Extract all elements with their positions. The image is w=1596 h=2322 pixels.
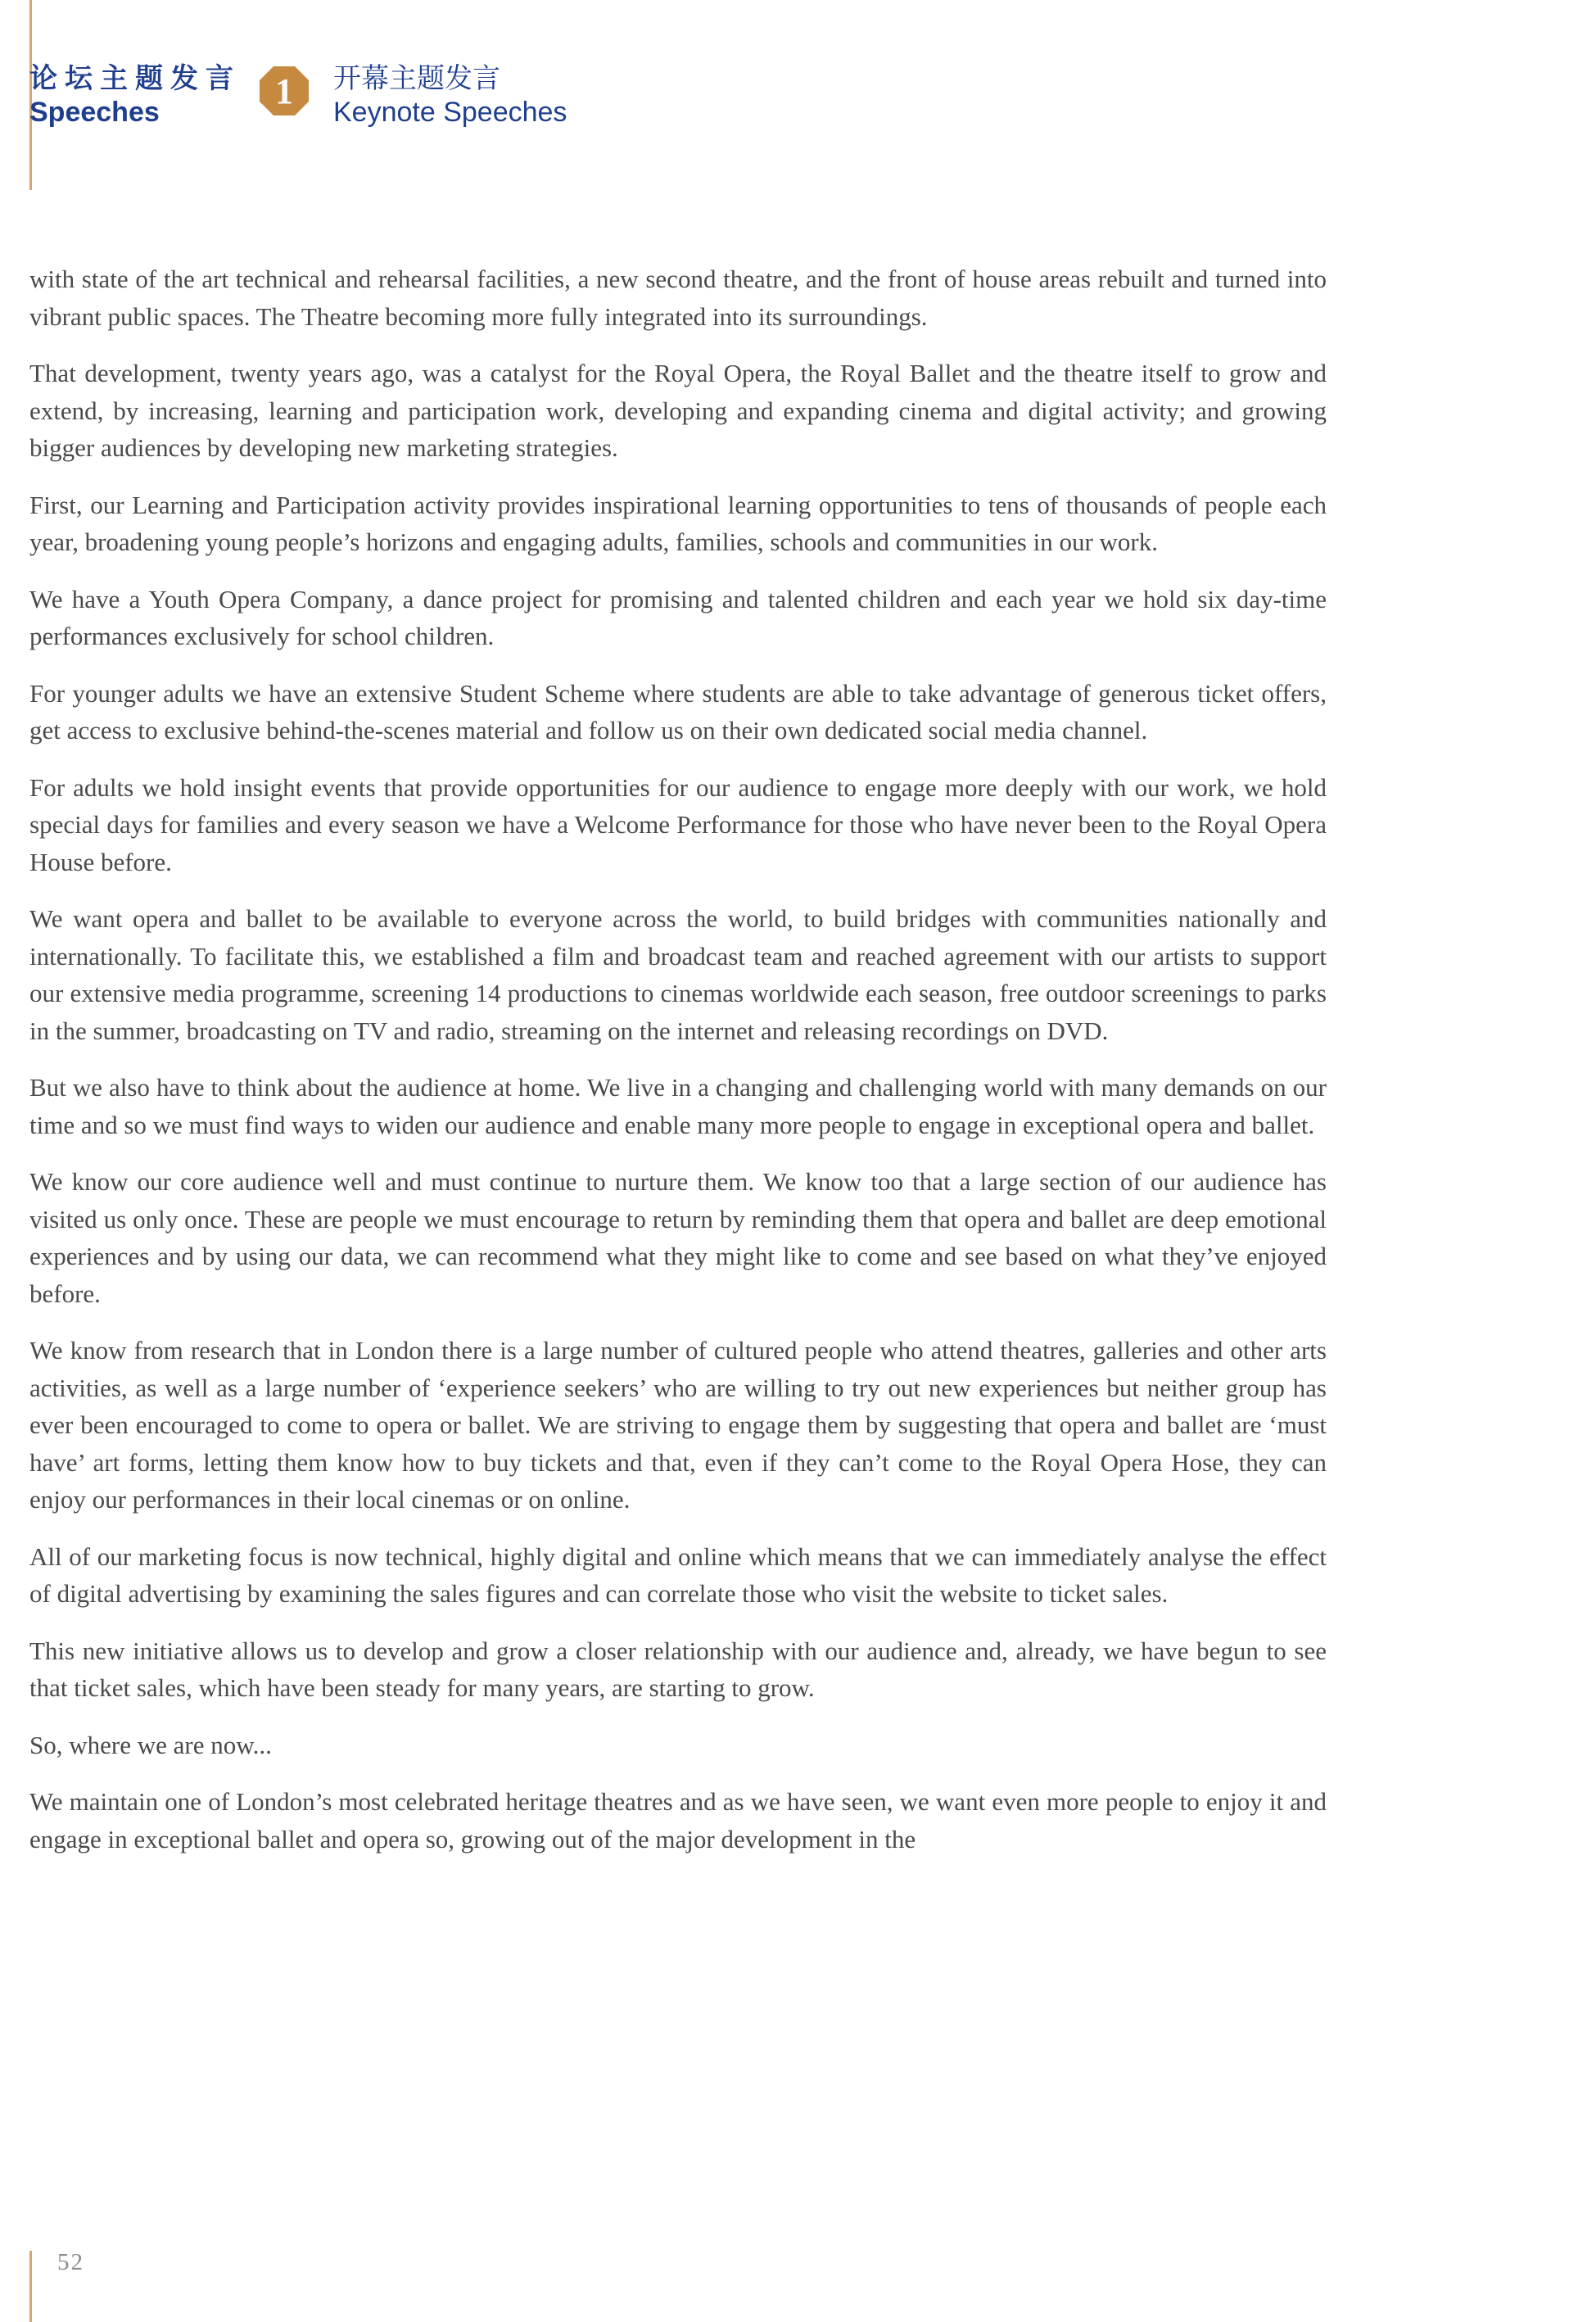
subsection-title-en: Keynote Speeches [333, 97, 567, 128]
subsection-heading [333, 61, 567, 128]
paragraph: We want opera and ballet to be available to everyone across the world, to build bridges with communities nationally and internationally. To facilitate this, we established a film and broadcast team and reached agreement with our artists to support our extensive media programme, screening 14 productions to cinemas worldwide each season, free outdoor screenings to parks in the summer, broadcasting on TV and radio, streaming on the internet and releasing recordings on DVD. [29, 904, 1327, 1045]
footer-accent-line [29, 2251, 32, 2322]
paragraph: with state of the art technical and rehearsal facilities, a new second theatre, and the front of house areas rebuilt and turned into vibrant public spaces. The Theatre becoming more fully integrated into its surroundings. [29, 265, 1327, 331]
paragraph: But we also have to think about the audience at home. We live in a changing and challenging world with many demands on our time and so we must find ways to widen our audience and enable many more people to engage in exceptional opera and ballet. [29, 1073, 1327, 1139]
octagon-badge-icon [258, 65, 310, 117]
page-number: 52 [57, 2249, 84, 2275]
subsection-title-cn: 开幕主题发言 [333, 62, 500, 95]
paragraph: All of our marketing focus is now technical, highly digital and online which means that we can immediately analyse the effect of digital advertising by examining the sales figures and can correlate those who visit the website to ticket sales. [29, 1541, 1327, 1608]
section-number-badge [258, 65, 310, 117]
section-title-cn: 论坛主题发言 [29, 62, 241, 95]
paragraph: We know our core audience well and must continue to nurture them. We know too that a large section of our audience has visited us only once. These are people we must encourage to return by reminding them that opera and ballet are deep emotional experiences and by using our data, we can recommend what they might like to come and see based on what they’ve enjoyed before. [29, 1167, 1327, 1308]
paragraph: For younger adults we have an extensive Student Scheme where students are able to take advantage of generous ticket offers, get access to exclusive behind-the-scenes material and follow us on their own dedicated social media channel. [29, 678, 1327, 745]
paragraph: We know from research that in London there is a large number of cultured people who attend theatres, galleries and other arts activities, as well as a large number of ‘experience seekers’ who are willing to try out new experiences but neither group has ever been encouraged to come to opera or ballet. We are striving to engage them by suggesting that opera and ballet are ‘must have’ art forms, letting them know how to buy tickets and that, even if they can’t come to the Royal Opera Hose, they can enjoy our performances in their local cinemas or on online. [29, 1336, 1327, 1514]
paragraph: So, where we are now... [29, 1730, 272, 1759]
badge-number: 1 [275, 71, 293, 111]
paragraph: We have a Youth Opera Company, a dance project for promising and talented children and each year we hold six day-time performances exclusively for school children. [29, 584, 1327, 650]
article-body [29, 260, 1327, 1877]
paragraph: For adults we hold insight events that provide opportunities for our audience to engage more deeply with our work, we hold special days for families and every season we have a Welcome Performance for those who have never been to the Royal Opera House before. [29, 772, 1327, 876]
section-title-en: Speeches [29, 97, 160, 128]
paragraph: First, our Learning and Participation activity provides inspirational learning opportunities to tens of thousands of people each year, broadening young people’s horizons and engaging adults, families, schools and communities in our work. [29, 490, 1327, 556]
section-heading [29, 61, 241, 128]
paragraph: This new initiative allows us to develop and grow a closer relationship with our audience and, already, we have begun to see that ticket sales, which have been steady for many years, are starting to grow. [29, 1636, 1327, 1702]
paragraph: That development, twenty years ago, was a catalyst for the Royal Opera, the Royal Ballet and the theatre itself to grow and extend, by increasing, learning and participation work, developing and expanding cinema and digital activity; and growing bigger audiences by developing new marketing strategies. [29, 359, 1327, 462]
paragraph: We maintain one of London’s most celebrated heritage theatres and as we have seen, we want even more people to enjoy it and engage in exceptional ballet and opera so, growing out of the major development in the [29, 1787, 1327, 1854]
